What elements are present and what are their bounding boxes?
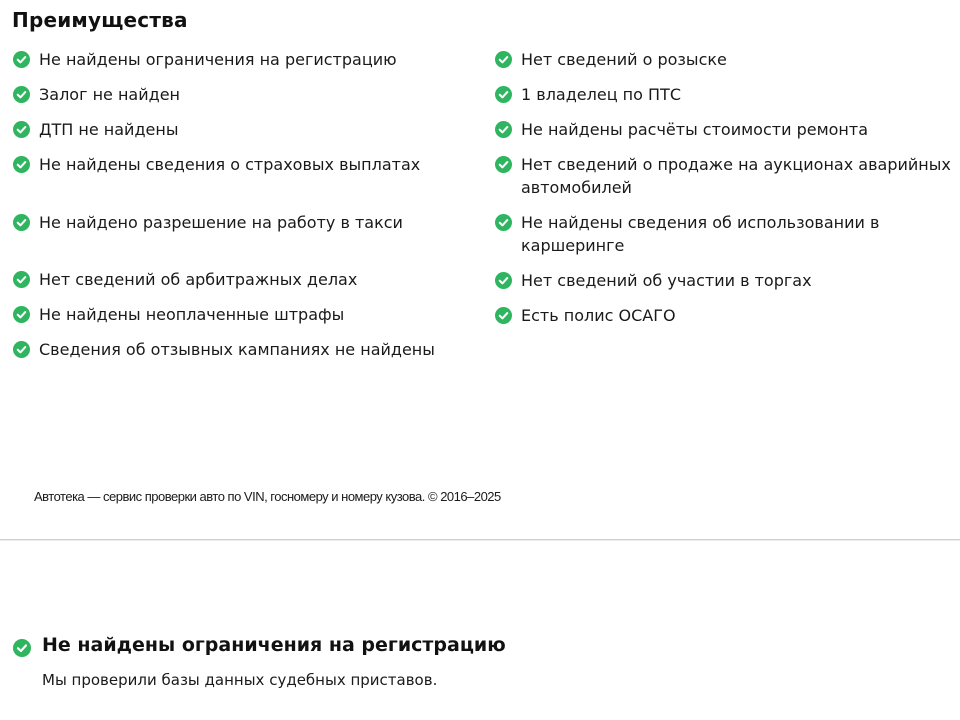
detail-description: Мы проверили базы данных судебных приставов. — [42, 671, 438, 689]
check-circle-icon — [13, 341, 30, 358]
advantage-item — [494, 83, 956, 106]
check-circle-icon — [13, 121, 30, 138]
advantage-label: Не найдено разрешение на работу в такси — [39, 213, 403, 232]
advantage-label: 1 владелец по ПТС — [521, 85, 681, 104]
check-circle-icon — [495, 214, 512, 231]
advantages-right-column — [494, 48, 956, 339]
advantage-item — [494, 304, 956, 327]
check-circle-icon — [13, 306, 30, 323]
advantage-label: Залог не найден — [39, 85, 180, 104]
advantage-item — [12, 118, 482, 141]
divider — [0, 539, 960, 540]
advantage-item — [12, 48, 482, 71]
check-circle-icon — [13, 271, 30, 288]
advantage-label: Не найдены сведения о страховых выплатах — [39, 155, 421, 174]
advantage-item — [12, 153, 482, 176]
advantage-label: Не найдены ограничения на регистрацию — [39, 50, 397, 69]
check-circle-icon — [13, 214, 30, 231]
advantage-label: Сведения об отзывных кампаниях не найдены — [39, 340, 435, 359]
advantage-label: ДТП не найдены — [39, 120, 179, 139]
advantage-label: Нет сведений об арбитражных делах — [39, 270, 358, 289]
check-circle-icon — [495, 121, 512, 138]
check-circle-icon — [13, 639, 31, 657]
check-circle-icon — [495, 156, 512, 173]
check-circle-icon — [13, 156, 30, 173]
advantage-label: Не найдены неоплаченные штрафы — [39, 305, 345, 324]
advantage-item — [12, 83, 482, 106]
advantage-item — [12, 338, 482, 361]
advantages-left-column — [12, 48, 482, 373]
check-circle-icon — [495, 307, 512, 324]
footer-copyright: Автотека — сервис проверки авто по VIN, госномеру и номеру кузова. © 2016–2025 — [34, 489, 501, 504]
advantage-label: Нет сведений о продаже на аукционах аварийных автомобилей — [521, 155, 951, 197]
advantage-item — [494, 153, 956, 199]
advantage-item — [12, 211, 482, 234]
detail-title: Не найдены ограничения на регистрацию — [42, 634, 506, 656]
advantage-item — [494, 269, 956, 292]
check-circle-icon — [13, 86, 30, 103]
advantage-item — [494, 211, 956, 257]
check-circle-icon — [495, 272, 512, 289]
advantage-item — [12, 268, 482, 291]
advantage-item — [12, 303, 482, 326]
advantage-item — [494, 118, 956, 141]
check-circle-icon — [13, 51, 30, 68]
check-circle-icon — [495, 51, 512, 68]
check-circle-icon — [495, 86, 512, 103]
advantage-label: Есть полис ОСАГО — [521, 306, 676, 325]
advantage-label: Нет сведений о розыске — [521, 50, 727, 69]
advantage-item — [494, 48, 956, 71]
advantage-label: Не найдены расчёты стоимости ремонта — [521, 120, 869, 139]
section-title: Преимущества — [12, 8, 188, 32]
advantage-label: Нет сведений об участии в торгах — [521, 271, 812, 290]
advantage-label: Не найдены сведения об использовании в каршеринге — [521, 213, 880, 255]
